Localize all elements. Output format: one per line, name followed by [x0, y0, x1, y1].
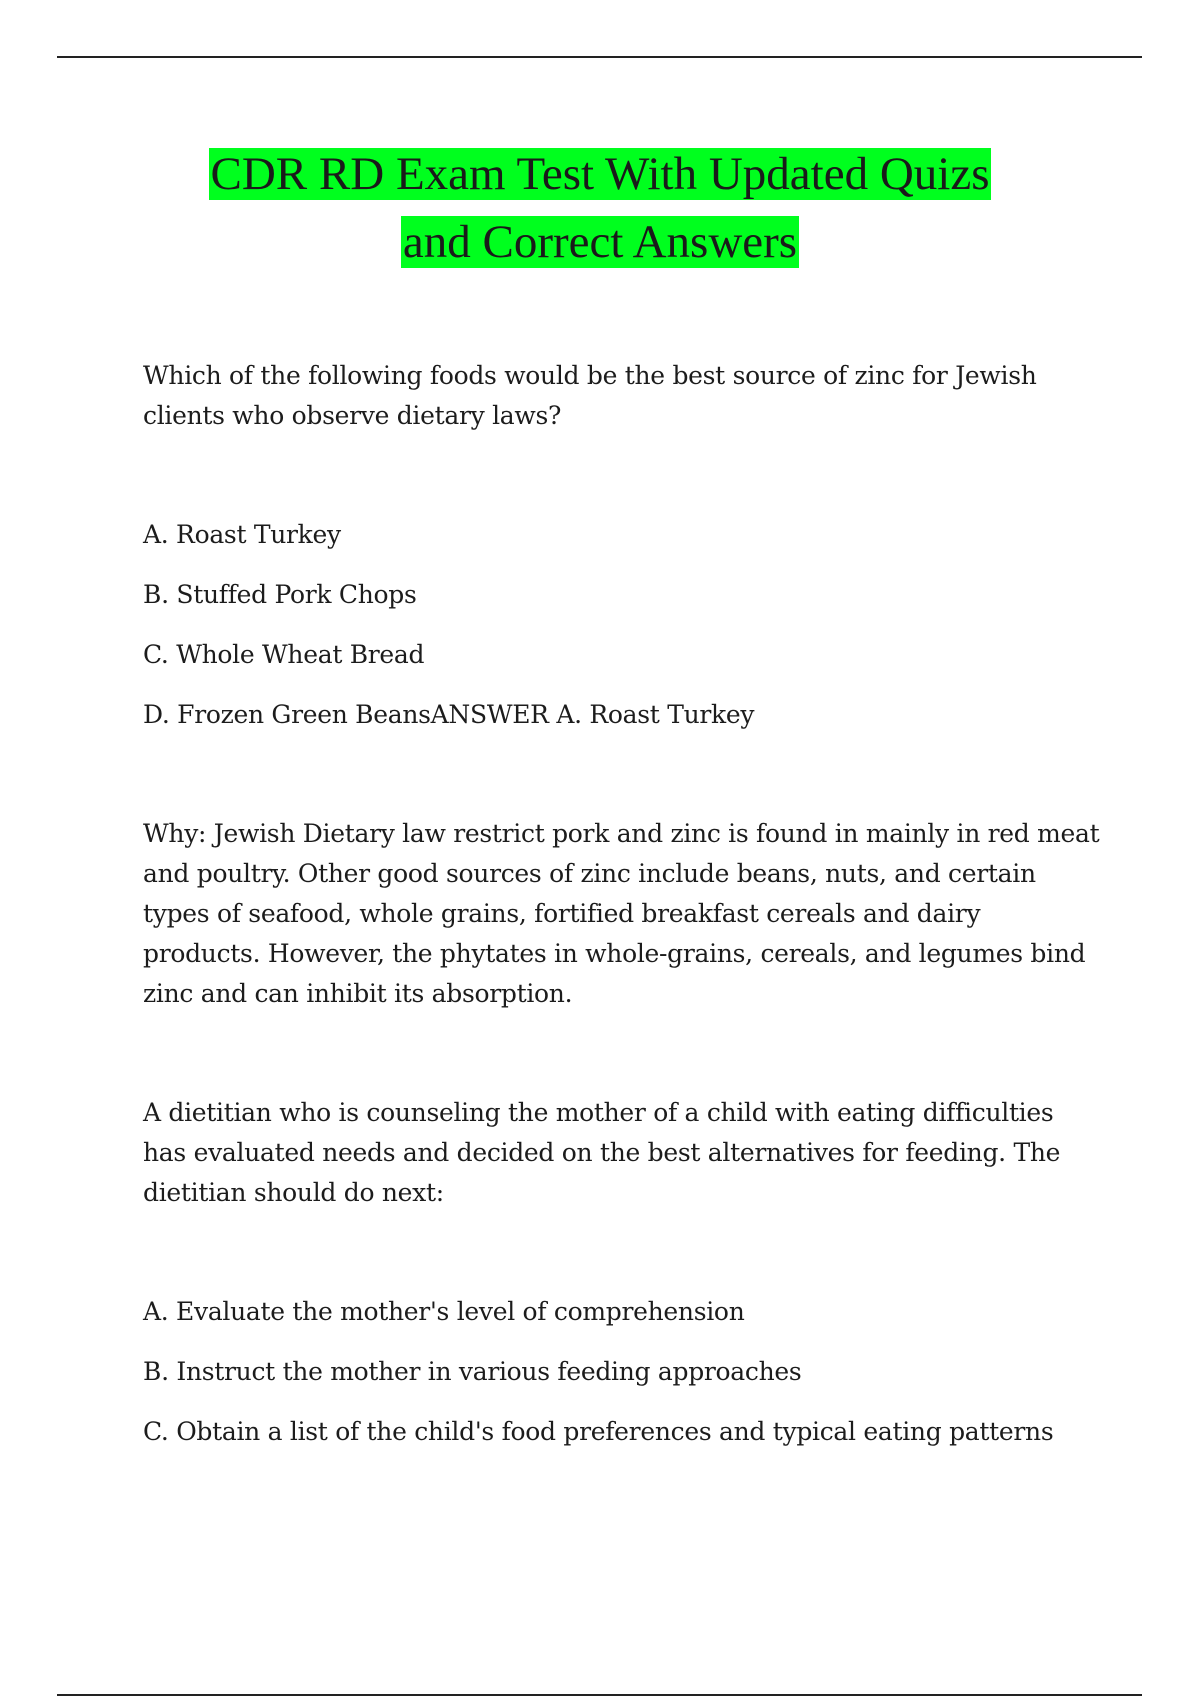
header-rule: [57, 56, 1142, 58]
title-line-1: CDR RD Exam Test With Updated Quizs: [210, 148, 990, 200]
question-1: Which of the following foods would be the best source of zinc for Jewish clients who observe dietary laws?: [143, 361, 1037, 430]
question-2: A dietitian who is counseling the mother of a child with eating difficulties has evaluated needs and decided on the best alternatives for feeding. The dietitian should do next:: [143, 1098, 1061, 1207]
document-body: [143, 356, 1103, 1472]
question-2-option-c: C. Obtain a list of the child's food preferences and typical eating patterns: [143, 1417, 1054, 1446]
question-1-option-a: A. Roast Turkey: [143, 520, 341, 549]
question-2-option-a: A. Evaluate the mother's level of comprehension: [143, 1297, 745, 1326]
question-1-option-d-answer: D. Frozen Green BeansANSWER A. Roast Turkey: [143, 700, 755, 729]
question-1-explanation: Why: Jewish Dietary law restrict pork and zinc is found in mainly in red meat and poultry. Other good sources of zinc include beans, nuts, and certain types of seafood, whole grains, fortified breakfast cereals and dairy products. However, the phytates in whole-grains, cereals, and legumes bind zinc and can inhibit its absorption.: [143, 819, 1100, 1008]
document-title: [0, 140, 1200, 276]
question-2-option-b: B. Instruct the mother in various feeding approaches: [143, 1357, 802, 1386]
question-1-option-c: C. Whole Wheat Bread: [143, 640, 425, 669]
question-1-option-b: B. Stuffed Pork Chops: [143, 580, 417, 609]
title-line-2: and Correct Answers: [402, 216, 798, 268]
footer-rule: [57, 1694, 1142, 1696]
